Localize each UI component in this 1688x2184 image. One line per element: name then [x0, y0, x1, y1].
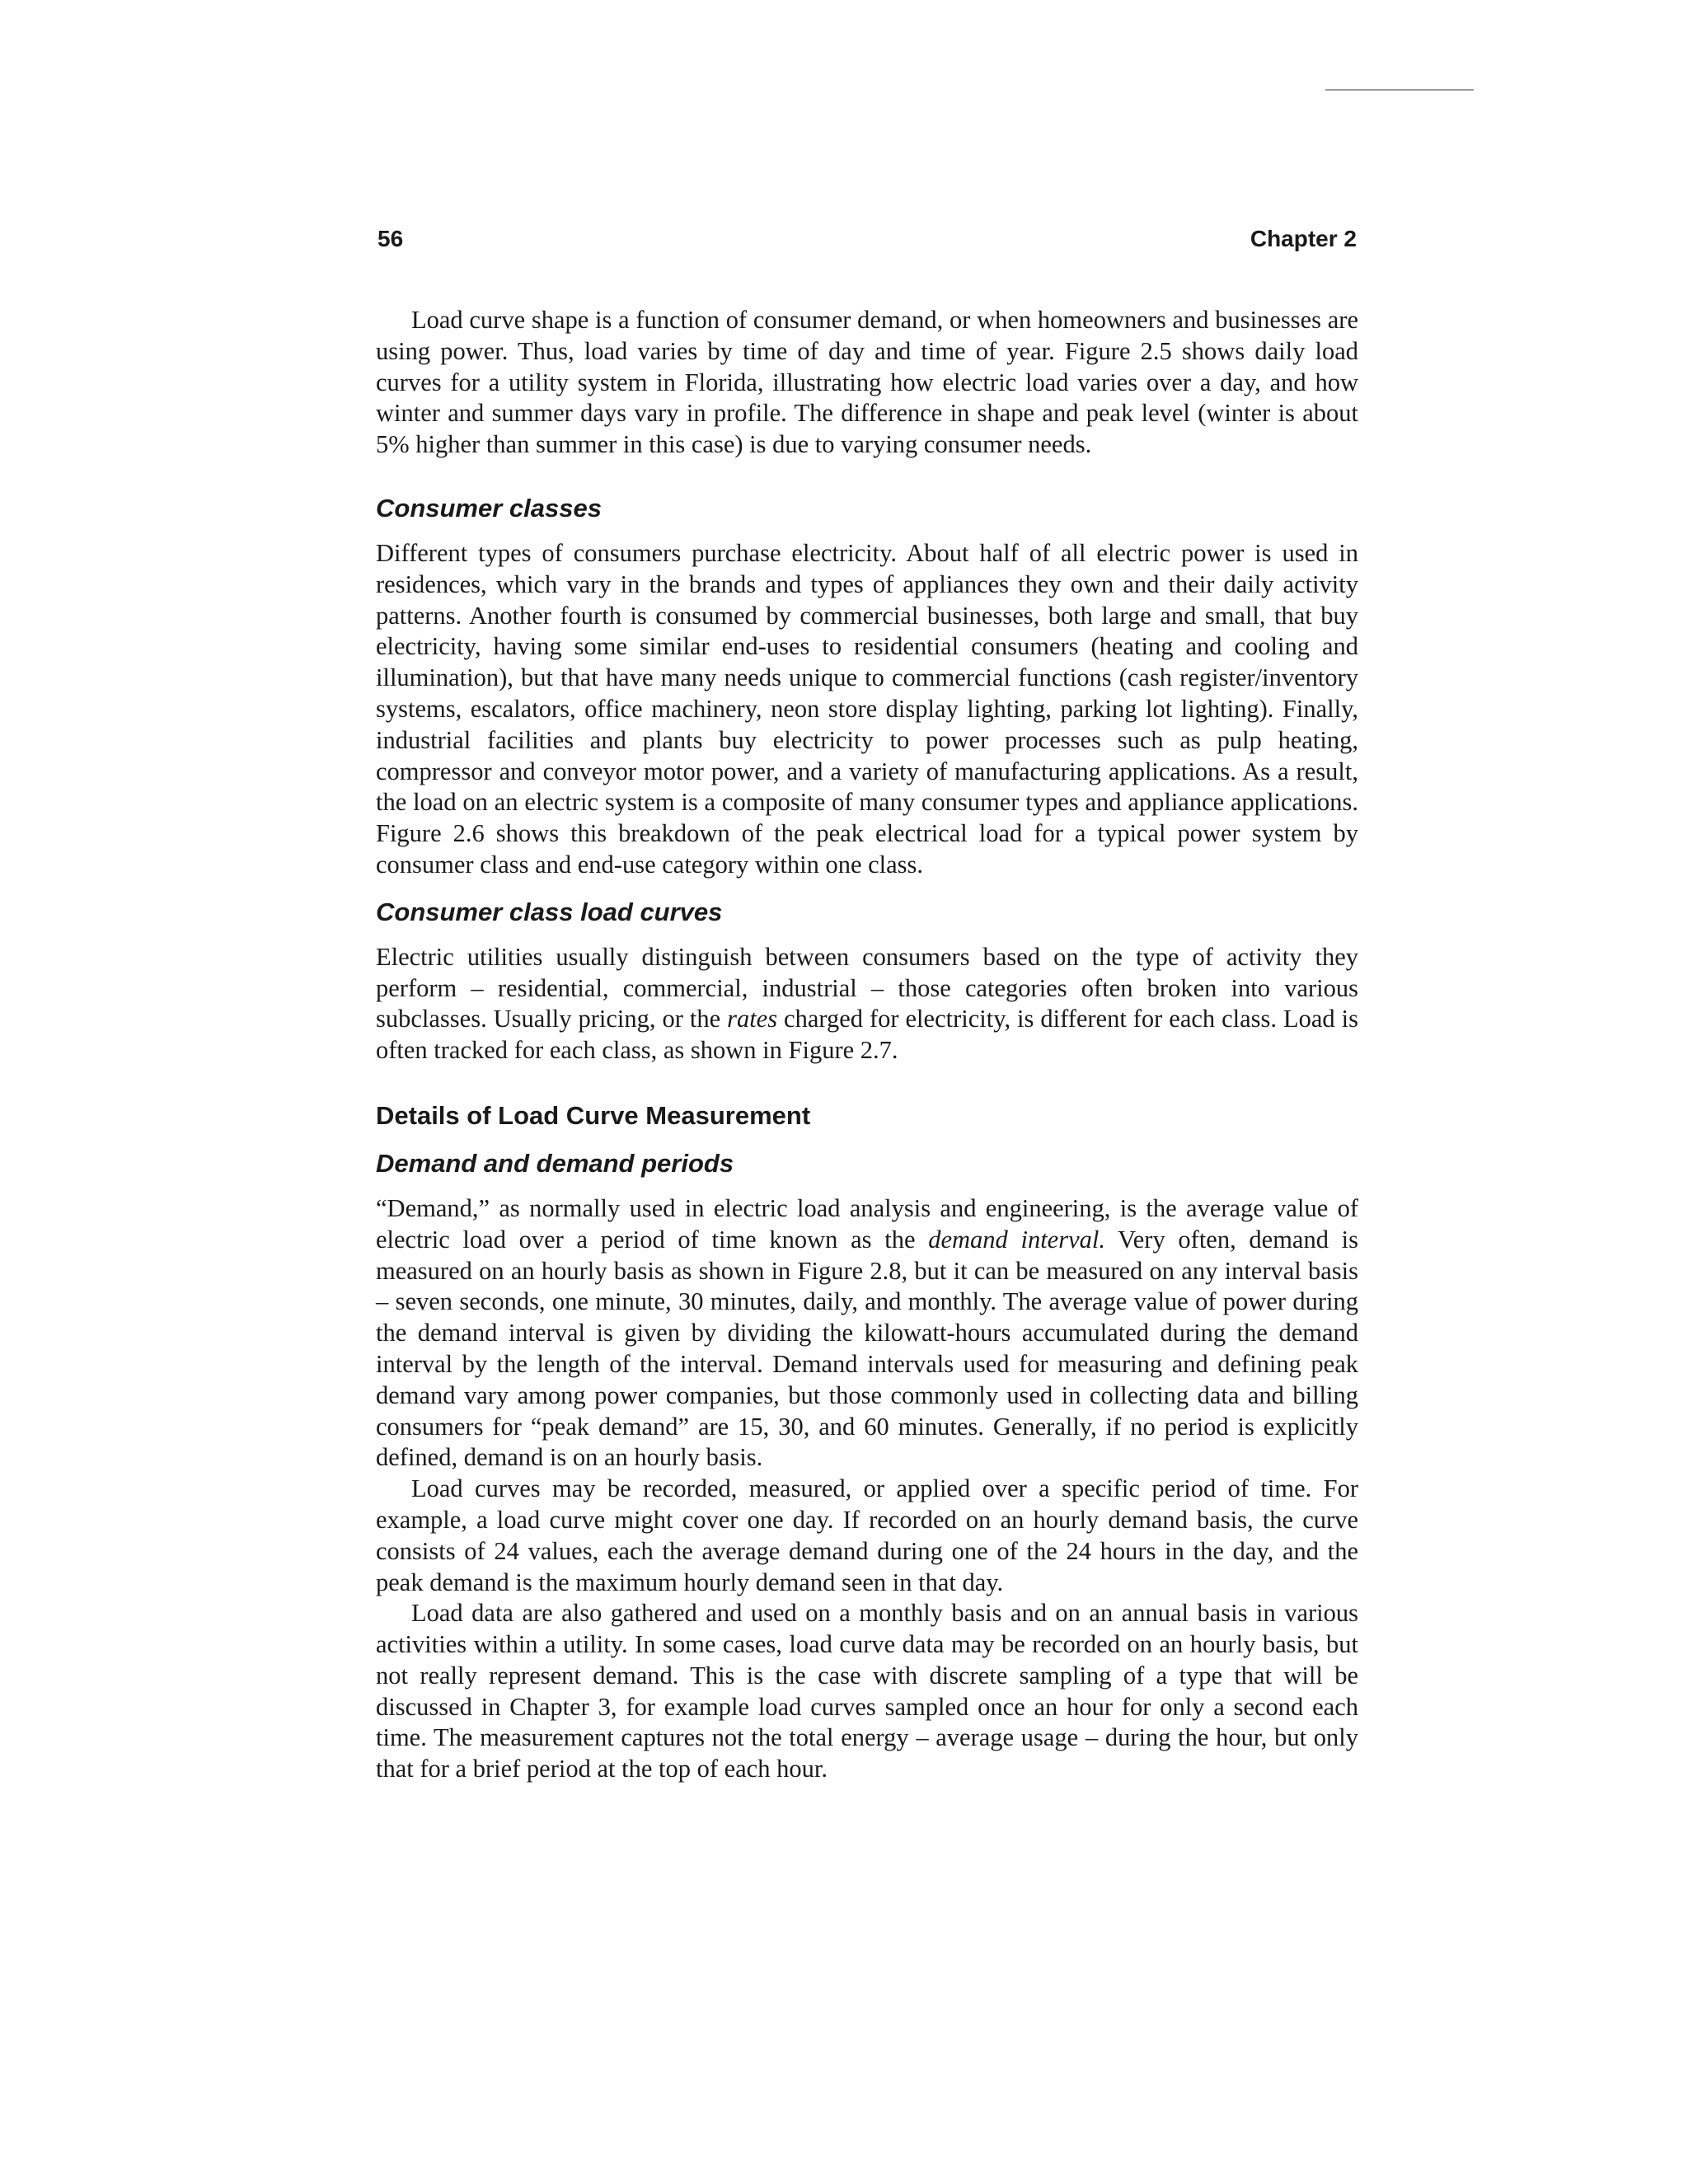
- class-load-curves-heading: Consumer class load curves: [376, 897, 723, 926]
- class-load-curves-text-start: Electric utilities usually distinguish between consumers based on the type of activity they perform – residential, commercial, industrial – those categories often broken into various subclasses. Usually pricing, or the: [376, 942, 1358, 1033]
- demand-periods-paragraph-3: Load data are also gathered and used on a monthly basis and on an annual basis in various activities within a utility. In some cases, load curve data may be recorded on an hourly basis, but not really represent demand. This is the case with discrete sampling of a type that will be discussed in Chapter 3, for example load curves sampled once an hour for only a second each time. The measurement captures not the total energy – average usage – during the hour, but only that for a brief period at the top of each hour.: [376, 1599, 1358, 1783]
- scan-edge-rule: [1325, 89, 1474, 91]
- consumer-classes-paragraph: Different types of consumers purchase electricity. About half of all electric power is used in residences, which vary in the brands and types of appliances they own and their daily activity patterns. Another fourth is consumed by commercial businesses, both large and small, that buy electricity, having some similar end-uses to residential consumers (heating and cooling and illumination), but that have many needs unique to commercial functions (cash register/inventory systems, escalators, office machinery, neon store display lighting, parking lot lighting). Finally, industrial facilities and plants buy electricity to power processes such as pulp heating, compressor and conveyor motor power, and a variety of manufacturing applications. As a result, the load on an electric system is a composite of many consumer types and appliance applications. Figure 2.6 shows this breakdown of the peak electrical load for a typical power system by consumer class and end-use category within one class.: [376, 538, 1358, 879]
- demand-interval-emphasis: demand interval.: [928, 1225, 1105, 1254]
- demand-periods-paragraph-2: Load curves may be recorded, measured, or applied over a specific period of time. For example, a load curve might cover one day. If recorded on an hourly demand basis, the curve consists of 24 values, each the average demand during one of the 24 hours in the day, and the peak demand is the maximum hourly demand seen in that day.: [376, 1474, 1358, 1596]
- class-load-curves-paragraph: [376, 942, 1358, 1066]
- demand-text-end: Very often, demand is measured on an hourly basis as shown in Figure 2.8, but it can be measured on any interval basis – seven seconds, one minute, 30 minutes, daily, and monthly. The average value of power during the demand interval is given by dividing the kilowatt-hours accumulated during the demand interval by the length of the interval. Demand intervals used for measuring and defining peak demand vary among power companies, but those commonly used in collecting data and billing consumers for “peak demand” are 15, 30, and 60 minutes. Generally, if no period is explicitly defined, demand is on an hourly basis.: [376, 1225, 1358, 1472]
- demand-text-start: “Demand,” as normally used in electric load analysis and engineering, is the average value of electric load over a period of time known as the: [376, 1193, 1358, 1254]
- intro-paragraph: Load curve shape is a function of consumer demand, or when homeowners and businesses are using power. Thus, load varies by time of day and time of year. Figure 2.5 shows daily load curves for a utility system in Florida, illustrating how electric load varies over a day, and how winter and summer days vary in profile. The difference in shape and peak level (winter is about 5% higher than summer in this case) is due to varying consumer needs.: [376, 306, 1358, 459]
- page-number: 56: [377, 226, 404, 251]
- demand-periods-heading: Demand and demand periods: [376, 1148, 734, 1178]
- consumer-classes-heading: Consumer classes: [376, 493, 602, 523]
- rates-emphasis: rates: [727, 1005, 778, 1033]
- measurement-section-heading: Details of Load Curve Measurement: [376, 1100, 811, 1130]
- running-header: [377, 223, 1357, 255]
- demand-periods-paragraph-1: [376, 1193, 1358, 1474]
- class-load-curves-text-end: charged for electricity, is different for each class. Load is often tracked for each class, as shown in Figure 2.7.: [376, 1005, 1358, 1065]
- page-body: [376, 305, 1358, 1785]
- chapter-label: Chapter 2: [1250, 226, 1357, 251]
